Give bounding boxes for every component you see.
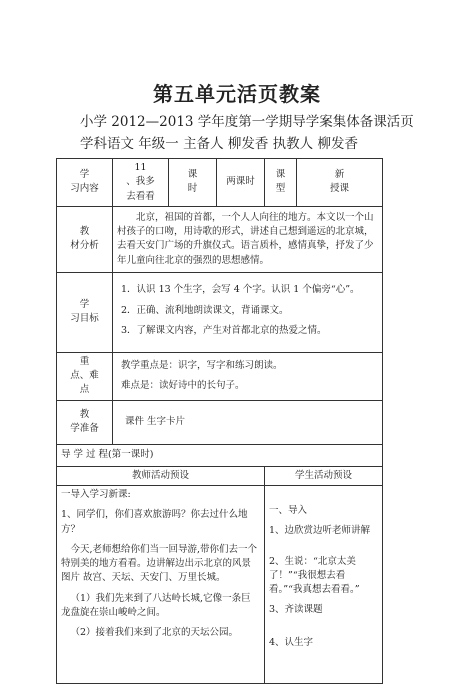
content-value: 11 、我多 去看看 [113, 159, 169, 207]
process-title: 导 学 过 程(第一课时) [57, 444, 383, 466]
goal-item: 1．认识 13 个生字，会写 4 个字。认识 1 个偏旁“心”。 [121, 284, 360, 296]
analysis-label: 教 材分析 [57, 206, 113, 272]
analysis-row [57, 206, 383, 272]
student-activities [265, 486, 383, 684]
analysis-text: 北京，祖国的首都，一个人人向往的地方。本文以一个山村孩子的口吻，用诗歌的形式，讲述自己想到遥远的北京城，去看天安门广场的升旗仪式。语言质朴，感情真挚，抒发了少年儿童向往北京的强烈的思想感情。 [113, 206, 383, 272]
process-title-row [57, 444, 383, 466]
student-step: 3、齐读课题 [269, 604, 323, 616]
preparation-row [57, 400, 383, 444]
key-points-content [113, 352, 383, 400]
page-title: 第五单元活页教案 [153, 82, 321, 106]
teacher-step: 一导入学习新课: [61, 489, 131, 500]
goals-row [57, 272, 383, 352]
goals-label: 学 习目标 [57, 272, 113, 352]
teacher-step: （1）我们先来到了八达岭长城,它像一条巨龙盘旋在崇山峻岭之间。 [61, 592, 251, 618]
content-label: 学 习内容 [57, 159, 113, 207]
type-label: 课 型 [265, 159, 297, 207]
teacher-activities [57, 486, 265, 684]
process-content-row [57, 486, 383, 684]
lesson-plan-table [56, 158, 383, 684]
teacher-step: （2）接着我们来到了北京的天坛公园。 [70, 627, 239, 638]
hours-value: 两课时 [217, 159, 265, 207]
preparation-text: 课件 生字卡片 [113, 400, 383, 444]
subject-line: 学科语文 年级一 主备人 柳发香 执教人 柳发香 [80, 136, 358, 152]
student-step: 1、边欣赏边听老师讲解 [269, 525, 371, 537]
student-header: 学生活动预设 [265, 466, 383, 485]
subtitle: 小学 2012—2013 学年度第一学期导学案集体备课活页 [80, 114, 414, 130]
process-header-row [57, 466, 383, 485]
teacher-step: 1、同学们，你们喜欢旅游吗？你去过什么地方？ [61, 509, 248, 535]
teacher-header: 教师活动预设 [57, 466, 265, 485]
goal-item: 2．正确、流利地朗读课文，背诵课文。 [121, 304, 289, 316]
teacher-step: 今天,老师想给你们当一回导游,带你们去一个特别美的地方看看。边讲解边出示北京的风景图片 故宫、天坛、天安门、万里长城。 [61, 543, 258, 584]
type-value: 新 授课 [297, 159, 383, 207]
key-points-row [57, 352, 383, 400]
difficult-point: 难点是：读好诗中的长句子。 [121, 380, 245, 392]
preparation-label: 教 学准备 [57, 400, 113, 444]
info-row [57, 159, 383, 207]
goals-list [113, 272, 383, 352]
key-points-label: 重 点、难 点 [57, 352, 113, 400]
student-step: 2、生说：“北京太美了！”“我很想去看看。”“我真想去看看。” [269, 555, 360, 595]
student-step: 一、导入 [269, 505, 308, 516]
student-step: 4、认生字 [269, 636, 314, 648]
goal-item: 3．了解课文内容，产生对首都北京的热爱之情。 [121, 324, 327, 336]
key-point: 教学重点是：识字，写字和练习朗读。 [121, 360, 283, 371]
hours-label: 课 时 [169, 159, 217, 207]
